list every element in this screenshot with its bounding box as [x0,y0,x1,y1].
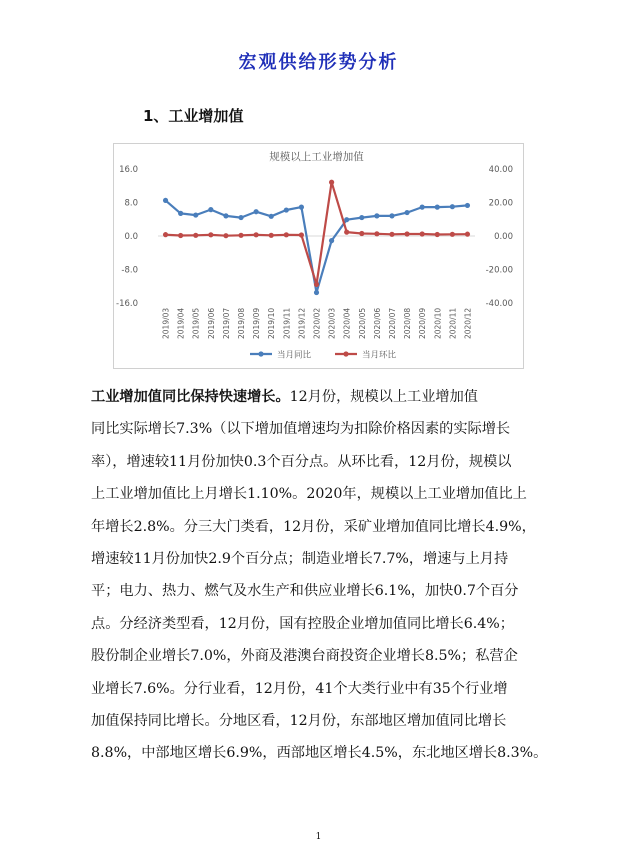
document-title: 宏观供给形势分析 [238,52,399,73]
y-left-tick-label: 8.0 [124,198,138,209]
paragraph-text: 12月份，规模以上工业增加值 [289,389,478,405]
x-tick-label: 2020/11 [448,307,458,339]
series-1-point [269,214,274,219]
page-number: 1 [315,832,322,842]
paragraph-line: 年增长2.8%。分三大门类看，12月份，采矿业增加值同比增长4.9%， [91,518,536,535]
y-left-tick-label: 16.0 [119,165,138,175]
x-tick-label: 2020/09 [418,307,428,339]
x-tick-label: 2019/11 [282,307,292,339]
y-left-tick-label: -8.0 [121,265,138,276]
x-tick-label: 2019/03 [161,307,171,339]
series-2-point [450,232,455,237]
x-tick-label: 2020/06 [372,307,382,339]
series-1-point [254,209,259,214]
paragraph-line: 股份制企业增长7.0%，外商及港澳台商投资企业增长8.5%；私营企 [91,648,518,665]
x-tick-label: 2020/10 [433,307,443,339]
series-2-point [223,233,228,238]
series-2-point [435,232,440,237]
series-2-point [163,232,168,237]
x-tick-label: 2020/12 [463,307,473,339]
y-right-tick-label: 0.00 [494,232,513,242]
series-2-point [465,232,470,237]
chart-title: 规模以上工业增加值 [269,151,364,163]
series-1-point [389,213,394,218]
x-tick-label: 2020/07 [387,307,397,339]
series-2-point [374,231,379,236]
y-right-tick-label: -20.00 [485,265,513,276]
series-1-point [465,203,470,208]
series-1-point [208,207,213,212]
series-2-point [329,180,334,185]
legend-swatch-marker [258,351,263,356]
series-2-point [254,232,259,237]
x-tick-label: 2020/08 [403,307,413,339]
series-1-point [435,205,440,210]
legend-swatch-marker [343,351,348,356]
paragraph-line: 点。分经济类型看，12月份，国有控股企业增加值同比增长6.4%； [91,615,514,632]
series-1-point [284,207,289,212]
y-left-tick-label: 0.0 [124,232,138,242]
x-tick-label: 2019/04 [176,307,186,339]
series-2-point [389,232,394,237]
series-2-point [404,231,409,236]
legend-label: 当月同比 [277,350,312,361]
section-heading: 1、工业增加值 [143,107,244,125]
series-2-point [359,231,364,236]
series-2-point [193,233,198,238]
series-1-point [178,211,183,216]
paragraph-line: 率），增速较11月份加快0.3个百分点。从环比看，12月份，规模以 [91,453,512,470]
series-1-point [329,238,334,243]
x-tick-label: 2019/06 [206,307,216,339]
body-paragraph [91,381,551,770]
series-1-point [420,205,425,210]
series-1-point [404,210,409,215]
y-left-tick-label: -16.0 [116,299,138,309]
series-2-point [178,233,183,238]
series-2-point [269,233,274,238]
paragraph-line: 业增长7.6%。分行业看，12月份，41个大类行业中有35个行业增 [91,680,508,697]
series-1-point [223,213,228,218]
x-tick-label: 2020/04 [342,307,352,339]
paragraph-line [91,381,551,413]
paragraph-line: 平；电力、热力、燃气及水生产和供应业增长6.1%，加快0.7个百分 [91,583,519,600]
series-1-point [359,215,364,220]
legend-label: 当月环比 [362,350,397,361]
paragraph-line: 上工业增加值比上月增长1.10%。2020年，规模以上工业增加值比上 [91,486,527,503]
paragraph-line: 8.8%，中部地区增长6.9%，西部地区增长4.5%，东北地区增长8.3%。 [91,745,548,762]
paragraph-lead: 工业增加值同比保持快速增长。 [91,389,290,405]
series-1-point [163,198,168,203]
series-2-point [420,231,425,236]
chart-container [113,143,524,369]
paragraph-line: 增速较11月份加快2.9个百分点；制造业增长7.7%，增速与上月持 [91,550,509,567]
y-right-tick-label: 20.00 [488,198,513,209]
series-2-point [284,232,289,237]
series-2-point [344,230,349,235]
x-tick-label: 2019/07 [221,307,231,339]
series-1-point [314,290,319,295]
x-tick-label: 2020/02 [312,307,322,339]
series-1-point [344,217,349,222]
line-chart [113,143,524,369]
series-1-point [238,215,243,220]
series-1-point [374,213,379,218]
series-2-point [299,232,304,237]
paragraph-line: 加值保持同比增长。分地区看，12月份，东部地区增加值同比增长 [91,712,507,729]
x-tick-label: 2019/08 [237,307,247,339]
x-tick-label: 2019/09 [252,307,262,339]
paragraph-line: 同比实际增长7.3%（以下增加值增速均为扣除价格因素的实际增长 [91,421,511,438]
x-tick-label: 2019/10 [267,307,277,339]
series-2-point [238,233,243,238]
x-tick-label: 2019/05 [191,307,201,339]
y-right-tick-label: -40.00 [485,299,513,309]
series-1-point [193,212,198,217]
x-tick-label: 2019/12 [297,307,307,339]
x-tick-label: 2020/03 [327,307,337,339]
series-2-point [314,282,319,287]
series-1-point [450,204,455,209]
series-2-point [208,232,213,237]
x-tick-label: 2020/05 [357,307,367,339]
y-right-tick-label: 40.00 [488,165,513,175]
series-1-point [299,205,304,210]
